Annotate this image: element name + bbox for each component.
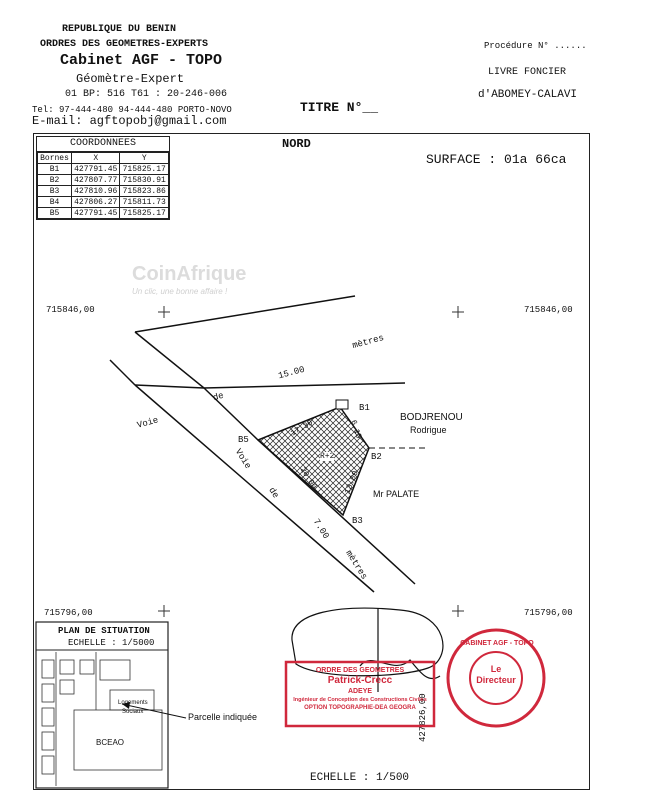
cell: B2 xyxy=(38,175,72,186)
grid-label-x-bottom: 427826,00 xyxy=(418,693,428,742)
cabinet-name: Cabinet AGF - TOPO xyxy=(60,52,223,69)
titre-number: TITRE N°__ xyxy=(300,100,379,115)
cell: 427791.45 xyxy=(72,164,120,175)
borne-b1: B1 xyxy=(359,403,370,413)
col-y: Y xyxy=(120,153,169,164)
stamp-line-4: Ingénieur de Conception des Constructions Civiles xyxy=(293,697,427,703)
livre-foncier: LIVRE FONCIER xyxy=(488,67,567,78)
profession: Géomètre-Expert xyxy=(76,72,185,86)
procedure-number: Procédure N° ...... xyxy=(484,41,587,51)
cell: 715825.17 xyxy=(120,208,169,219)
order-title: ORDRES DES GEOMETRES-EXPERTS xyxy=(40,39,209,50)
parcelle-label: Parcelle indiquée xyxy=(188,712,258,722)
surface-label: SURFACE : 01a 66ca xyxy=(426,152,567,167)
neighbor-name: BODJRENOU xyxy=(400,412,463,423)
side-road-label-unit: mètres xyxy=(343,548,370,582)
road-label-de: de xyxy=(211,390,225,404)
col-x: X xyxy=(72,153,120,164)
cell: 427807.77 xyxy=(72,175,120,186)
borne-b2: B2 xyxy=(371,452,382,462)
email-line: E-mail: agftopobj@gmail.com xyxy=(32,114,227,128)
cell: B5 xyxy=(38,208,72,219)
col-bornes: Bornes xyxy=(38,153,72,164)
borne-b5: B5 xyxy=(238,435,249,445)
cell: 715811.73 xyxy=(120,197,169,208)
situation-logements: Logements xyxy=(118,700,148,706)
parcel-marker xyxy=(336,400,348,409)
cell: 427806.27 xyxy=(72,197,120,208)
stamp-line-1: ORDRE DES GEOMETRES xyxy=(315,667,405,674)
livre-location: d'ABOMEY-CALAVI xyxy=(478,89,578,101)
tel-line: Tel: 97-444-480 94-444-480 PORTO-NOVO xyxy=(32,105,232,115)
grid-label-y-top-right: 715846,00 xyxy=(524,305,573,315)
company-stamp-center xyxy=(470,664,522,686)
dim-b2-b3: 13.00 xyxy=(343,469,361,496)
road-label-unit: mètres xyxy=(351,332,386,352)
republic-title: REPUBLIQUE DU BENIN xyxy=(62,24,177,35)
dim-b1-b2: 6.15 xyxy=(348,418,363,441)
dim-b5-b3: 20.00 xyxy=(297,465,319,492)
engineer-stamp xyxy=(290,666,430,712)
cell: 715823.86 xyxy=(120,186,169,197)
side-road-label-voie: Voie xyxy=(232,447,253,471)
cell: 427791.45 xyxy=(72,208,120,219)
coordinates-title: COORDONNEES xyxy=(37,137,169,152)
road-label-voie: Voie xyxy=(136,415,160,431)
grid-label-y-bottom-right: 715796,00 xyxy=(524,608,573,618)
situation-sociaux: Sociaux xyxy=(122,709,144,715)
situation-scale: ECHELLE : 1/5000 xyxy=(68,638,155,648)
dim-b5-b1: 17.30 xyxy=(289,418,315,439)
parcel-id: R+2 xyxy=(320,452,335,461)
grid-label-y-bottom-left: 715796,00 xyxy=(44,608,93,618)
situation-title: PLAN DE SITUATION xyxy=(58,626,150,636)
stamp-line-5: OPTION TOPOGRAPHIE-DEA GEOGRA xyxy=(304,705,416,711)
stamp-line-3: ADEYE xyxy=(347,688,373,695)
bp-line: 01 BP: 516 T61 : 20-246-006 xyxy=(65,89,228,100)
north-label: NORD xyxy=(282,137,311,151)
cell: 427810.96 xyxy=(72,186,120,197)
grid-label-y-top-left: 715846,00 xyxy=(46,305,95,315)
stamp-line-2: Patrick-Crecc xyxy=(327,675,393,686)
road-label-length: 15.00 xyxy=(277,364,306,382)
side-road-label-de: de xyxy=(266,485,281,501)
borne-b3: B3 xyxy=(352,516,363,526)
situation-bceao: BCEAO xyxy=(96,738,125,747)
cell: 715830.91 xyxy=(120,175,169,186)
watermark-tagline: Un clic, une bonne affaire ! xyxy=(132,287,228,296)
watermark-brand: CoinAfrique xyxy=(132,263,247,285)
side-road-label-length: 7.00 xyxy=(310,517,331,541)
plan-scale: ECHELLE : 1/500 xyxy=(310,772,410,784)
cell: B1 xyxy=(38,164,72,175)
stamp-center-line-1: Le xyxy=(490,664,502,674)
stamp-center-line-2: Directeur xyxy=(476,675,516,685)
cell: 715825.17 xyxy=(120,164,169,175)
cell: B3 xyxy=(38,186,72,197)
cell: B4 xyxy=(38,197,72,208)
neighbor-south: Mr PALATE xyxy=(373,489,420,499)
neighbor-first-name: Rodrigue xyxy=(410,425,447,435)
company-stamp-ring-text: CABINET AGF - TOPO xyxy=(460,640,534,647)
